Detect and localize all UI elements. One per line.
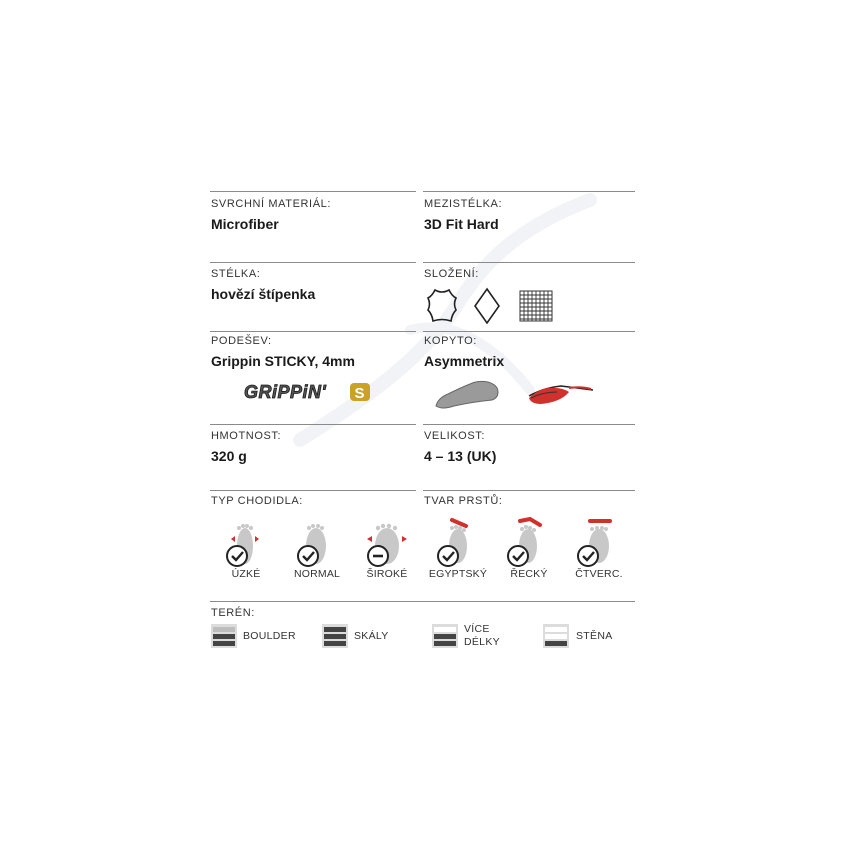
divider (210, 424, 416, 425)
normal-foot-icon (296, 522, 336, 572)
upper-value: Microfiber (211, 216, 279, 232)
divider (210, 601, 635, 602)
insole-label: STÉLKA: (211, 268, 261, 280)
terrain-rocks-caption: SKÁLY (354, 630, 389, 642)
midsole-label: MEZISTÉLKA: (424, 198, 503, 210)
terrain-boulder-caption: BOULDER (243, 630, 296, 642)
sole-value: Grippin STICKY, 4mm (211, 353, 355, 369)
foot-type-narrow-caption: ÚZKÉ (231, 568, 261, 580)
upper-label: SVRCHNÍ MATERIÁL: (211, 198, 332, 210)
toe-shape-label: TVAR PRSTŮ: (424, 495, 503, 507)
narrow-foot-icon (225, 522, 265, 572)
diamond-icon (473, 287, 501, 325)
divider (210, 490, 416, 491)
toe-shape-square-caption: ČTVERC. (575, 568, 623, 580)
size-label: VELIKOST: (424, 430, 486, 442)
divider (423, 191, 635, 192)
insole-value: hovězí štípenka (211, 286, 316, 302)
terrain-multipitch-line1: VÍCE (464, 623, 490, 635)
egyptian-toe-icon (436, 516, 476, 572)
foot-type-normal-caption: NORMAL (293, 568, 341, 580)
boulder-icon (211, 624, 237, 648)
foot-type-label: TYP CHODIDLA: (211, 495, 303, 507)
wall-icon (543, 624, 569, 648)
divider (210, 262, 416, 263)
greek-toe-icon (506, 516, 546, 572)
toe-shape-greek-caption: ŘECKÝ (510, 568, 548, 580)
toe-shape-egyptian-caption: EGYPTSKÝ (428, 568, 488, 580)
foot-type-wide-caption: ŠIROKÉ (366, 568, 408, 580)
divider (210, 331, 416, 332)
divider (423, 424, 635, 425)
composition-label: SLOŽENÍ: (424, 268, 479, 280)
sole-label: PODEŠEV: (211, 335, 272, 347)
mesh-icon (519, 290, 553, 322)
terrain-multipitch-caption (464, 623, 500, 649)
terrain-label: TERÉN: (211, 607, 255, 619)
midsole-value: 3D Fit Hard (424, 216, 499, 232)
weight-label: HMOTNOST: (211, 430, 282, 442)
last-label: KOPYTO: (424, 335, 477, 347)
size-value: 4 – 13 (UK) (424, 448, 497, 464)
svg-text:GRiPPiN': GRiPPiN' (244, 382, 327, 402)
last-value: Asymmetrix (424, 353, 505, 369)
terrain-multipitch-line2: DÉLKY (464, 636, 500, 648)
asymmetric-last-icon (525, 378, 597, 408)
rocks-icon (322, 624, 348, 648)
weight-value: 320 g (211, 448, 247, 464)
divider (423, 490, 635, 491)
terrain-wall-caption: STĚNA (576, 630, 613, 642)
multipitch-icon (432, 624, 458, 648)
wide-foot-icon (366, 522, 408, 572)
divider (423, 331, 635, 332)
leather-icon (425, 288, 459, 324)
svg-text:S: S (354, 385, 365, 402)
divider (423, 262, 635, 263)
grippin-logo (242, 378, 382, 406)
shoe-last-icon (432, 376, 502, 412)
divider (210, 191, 416, 192)
square-toe-icon (576, 516, 616, 572)
